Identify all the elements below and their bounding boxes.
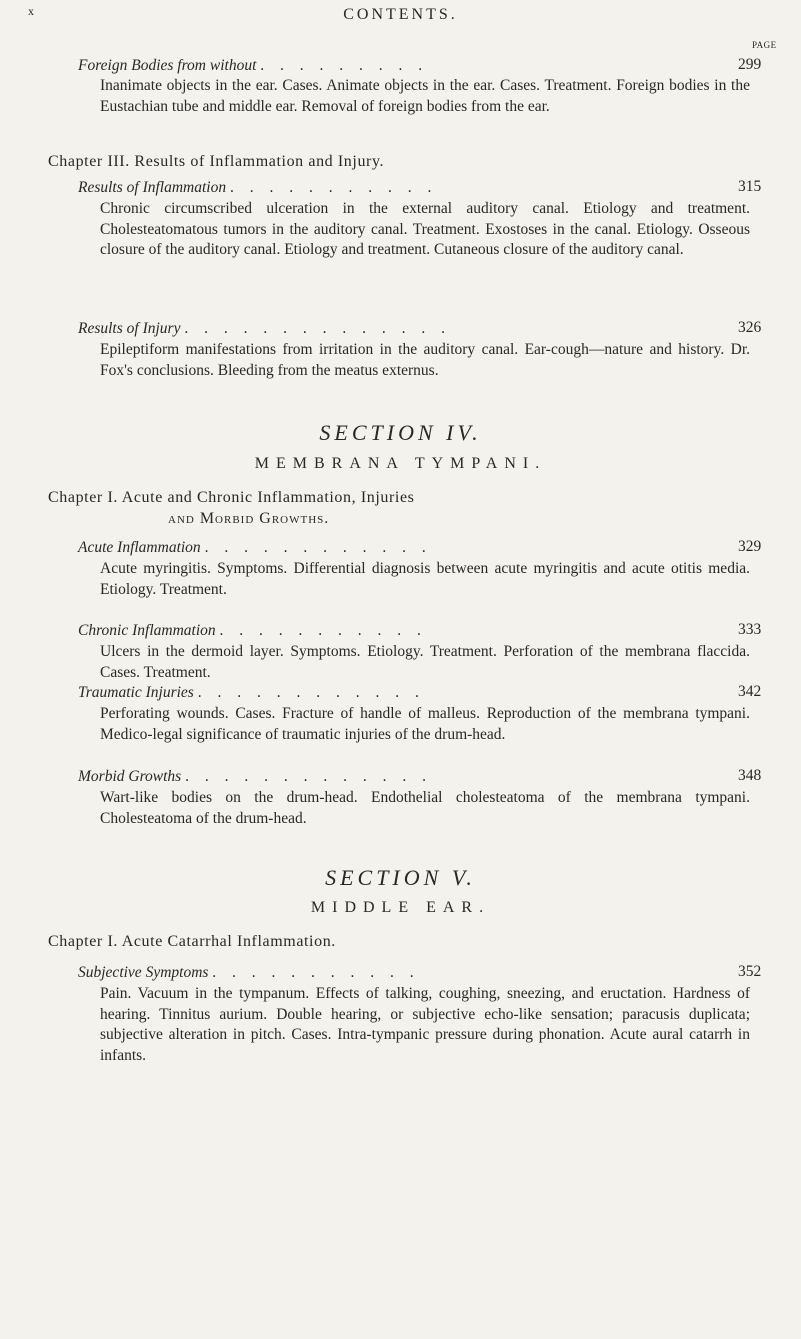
toc-page-number: 299: [738, 56, 762, 73]
toc-entry-description: Epileptiform manifestations from irritation in the auditory canal. Ear-cough—nature and history. Dr. Fox's conclusions. Bleeding from the meatus externus.: [100, 341, 750, 379]
toc-entry: [78, 683, 720, 704]
toc-page-number: 342: [738, 683, 762, 700]
toc-leader-dots: . . . . . . . . . . .: [212, 964, 420, 981]
section-name: MIDDLE EAR.: [310, 899, 491, 916]
toc-entry-title: Chronic Inflammation: [78, 622, 216, 639]
chapter-heading: Chapter III. Results of Inflammation and Injury.: [48, 153, 385, 170]
toc-entry-title: Morbid Growths: [78, 768, 182, 785]
toc-entry-description: Ulcers in the dermoid layer. Symptoms. Etiology. Treatment. Perforation of the membrana flaccida. Cases. Treatment.: [100, 643, 750, 681]
toc-entry-title: Results of Inflammation: [78, 179, 227, 196]
chapter-heading: Chapter I. Acute and Chronic Inflammation, Injuries: [48, 489, 415, 506]
toc-leader-dots: . . . . . . . . . . . . . .: [184, 320, 451, 337]
toc-entry-title: Traumatic Injuries: [78, 684, 194, 701]
chapter-heading: Chapter I. Acute Catarrhal Inflammation.: [48, 933, 336, 950]
toc-leader-dots: . . . . . . . . .: [260, 57, 429, 74]
toc-leader-dots: . . . . . . . . . . . .: [197, 684, 425, 701]
section-heading: SECTION V.: [325, 865, 476, 890]
section-name: MEMBRANA TYMPANI.: [254, 455, 547, 472]
toc-entry: [78, 178, 720, 199]
toc-entry: [78, 963, 720, 984]
section-heading: SECTION IV.: [319, 420, 482, 445]
toc-entry-description: Pain. Vacuum in the tympanum. Effects of talking, coughing, sneezing, and eructation. Hardness of hearing. Tinnitus aurium. Double hearing, or subjective echo-like sensation; paracusis duplicata; subjective alteration in pitch. Cases. Intra-tympanic pressure during phonation. Acute aural catarrh in infants.: [100, 985, 750, 1064]
page-column-label: PAGE: [752, 40, 777, 50]
toc-entry: [78, 621, 720, 642]
toc-entry: [78, 56, 720, 77]
toc-leader-dots: . . . . . . . . . . .: [219, 622, 427, 639]
toc-page-number: 348: [738, 767, 762, 784]
toc-entry: [78, 538, 720, 559]
toc-entry-description: Inanimate objects in the ear. Cases. Animate objects in the ear. Cases. Treatment. Foreign bodies in the Eustachian tube and middle ear. Removal of foreign bodies from the ear.: [100, 77, 750, 115]
toc-page-number: 352: [738, 963, 762, 980]
chapter-heading-continued: and Morbid Growths.: [168, 510, 330, 527]
toc-entry-description: Acute myringitis. Symptoms. Differential diagnosis between acute myringitis and acute otitis media. Etiology. Treatment.: [100, 560, 750, 598]
toc-entry-description: Perforating wounds. Cases. Fracture of handle of malleus. Reproduction of the membrana tympani. Medico-legal significance of traumatic injuries of the drum-head.: [100, 705, 750, 743]
toc-page-number: 315: [738, 178, 762, 195]
toc-leader-dots: . . . . . . . . . . .: [229, 179, 438, 196]
toc-page-number: 329: [738, 538, 762, 555]
toc-leader-dots: . . . . . . . . . . . . .: [185, 768, 432, 785]
running-head: CONTENTS.: [343, 6, 458, 23]
page-number: x: [28, 4, 34, 18]
toc-leader-dots: . . . . . . . . . . . .: [204, 539, 432, 556]
toc-entry: [78, 767, 720, 788]
toc-entry-description: Wart-like bodies on the drum-head. Endothelial cholesteatoma of the membrana tympani. Cholesteatoma of the drum-head.: [100, 789, 750, 827]
toc-entry-title: Subjective Symptoms: [78, 964, 209, 981]
toc-entry-title: Foreign Bodies from without: [78, 57, 257, 74]
toc-entry: [78, 319, 720, 340]
toc-entry-description: Chronic circumscribed ulceration in the external auditory canal. Etiology and treatment. Cholesteatomatous tumors in the auditory canal. Treatment. Exostoses in the canal. Etiology. Osseous closure of the auditory canal. Etiology and treatment. Cutaneous closure of the auditory canal.: [100, 200, 750, 259]
toc-page-number: 333: [738, 621, 762, 638]
toc-entry-title: Acute Inflammation: [78, 539, 201, 556]
toc-entry-title: Results of Injury: [78, 320, 181, 337]
toc-page-number: 326: [738, 319, 762, 336]
